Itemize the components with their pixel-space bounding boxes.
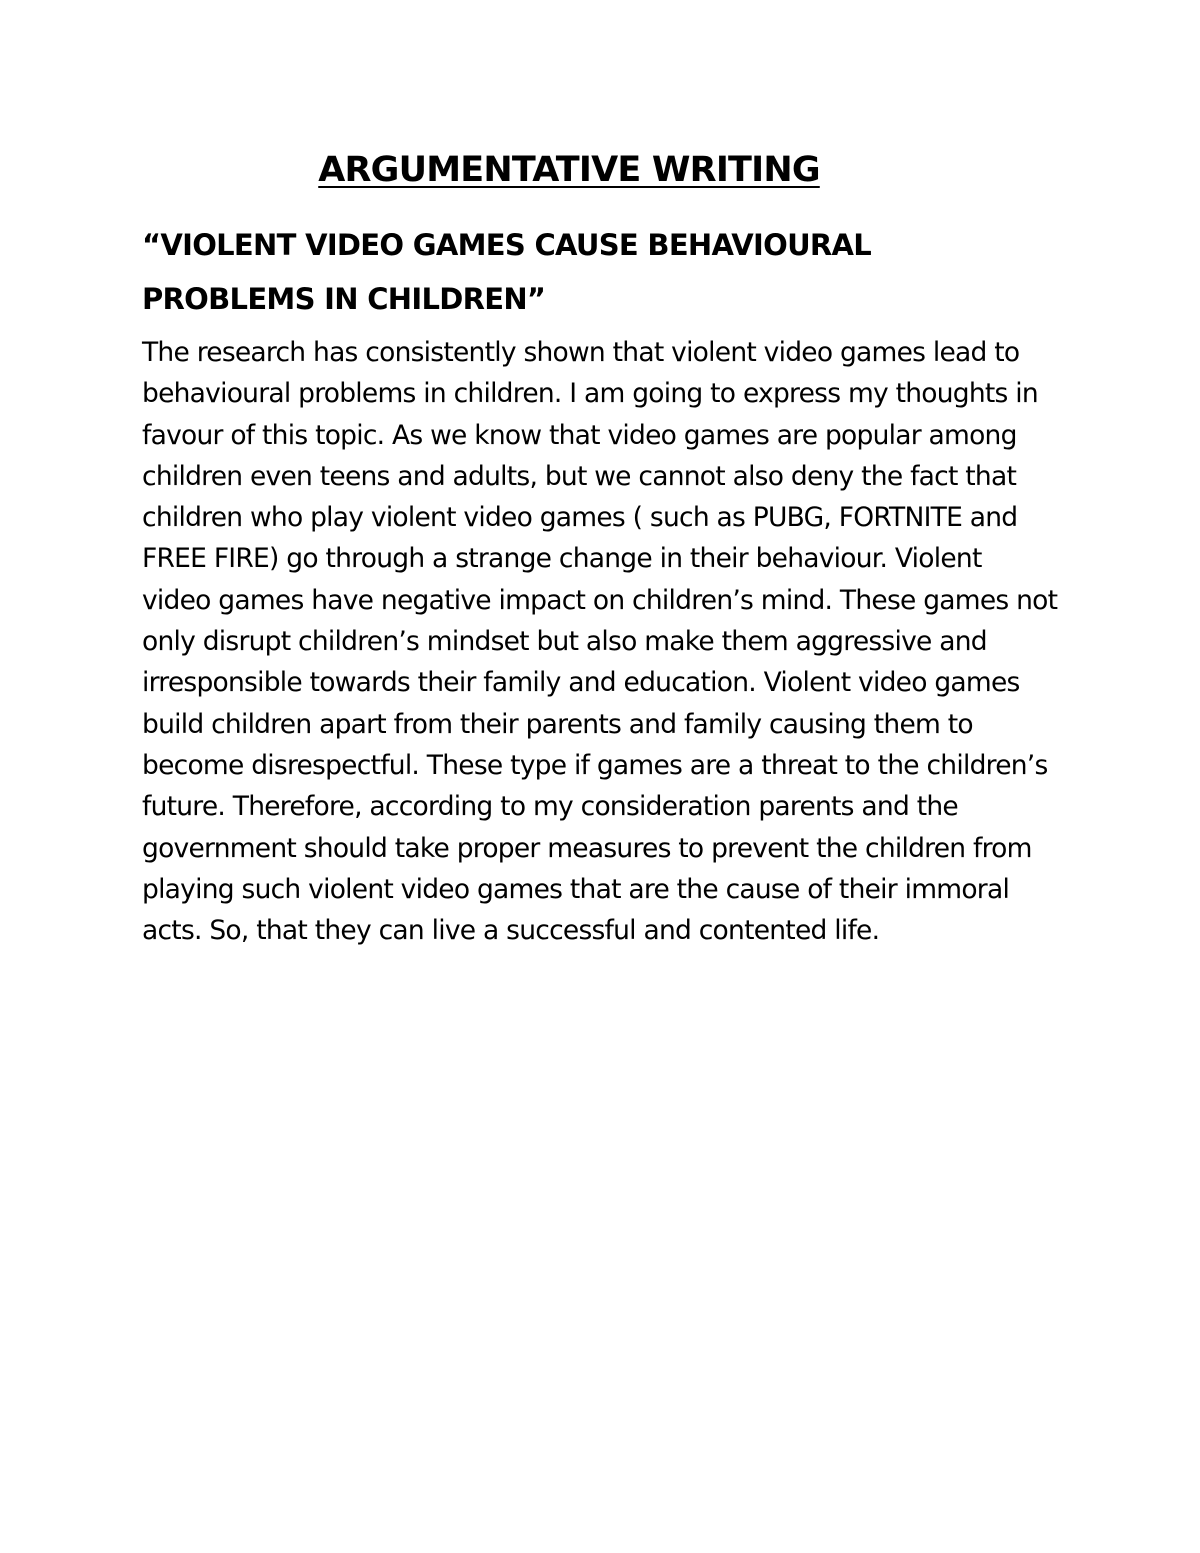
body-line: build children apart from their parents and family causing them to xyxy=(142,708,973,740)
essay-heading-line: PROBLEMS IN CHILDREN” xyxy=(142,282,546,316)
body-line: government should take proper measures to prevent the children from xyxy=(142,832,1032,864)
body-line: only disrupt children’s mindset but also make them aggressive and xyxy=(142,626,987,658)
body-line: video games have negative impact on children’s mind. These games not xyxy=(142,584,1058,616)
body-line: playing such violent video games that are the cause of their immoral xyxy=(142,873,1010,905)
essay-heading-line: “VIOLENT VIDEO GAMES CAUSE BEHAVIOURAL xyxy=(142,228,872,262)
body-line: favour of this topic. As we know that video games are popular among xyxy=(142,419,1017,451)
body-line: irresponsible towards their family and education. Violent video games xyxy=(142,667,1020,699)
essay-heading xyxy=(142,218,1082,326)
body-line: future. Therefore, according to my consideration parents and the xyxy=(142,791,958,823)
body-line: acts. So, that they can live a successful and contented life. xyxy=(142,915,880,947)
body-line: children who play violent video games ( such as PUBG, FORTNITE and xyxy=(142,502,1018,534)
essay-body xyxy=(142,332,1102,951)
document-title: ARGUMENTATIVE WRITING xyxy=(318,150,820,190)
body-line: The research has consistently shown that violent video games lead to xyxy=(142,337,1020,368)
body-line: become disrespectful. These type if games are a threat to the children’s xyxy=(142,749,1048,781)
body-line: behavioural problems in children. I am going to express my thoughts in xyxy=(142,378,1038,410)
body-line: children even teens and adults, but we cannot also deny the fact that xyxy=(142,460,1017,492)
body-line: FREE FIRE) go through a strange change in their behaviour. Violent xyxy=(142,543,982,575)
